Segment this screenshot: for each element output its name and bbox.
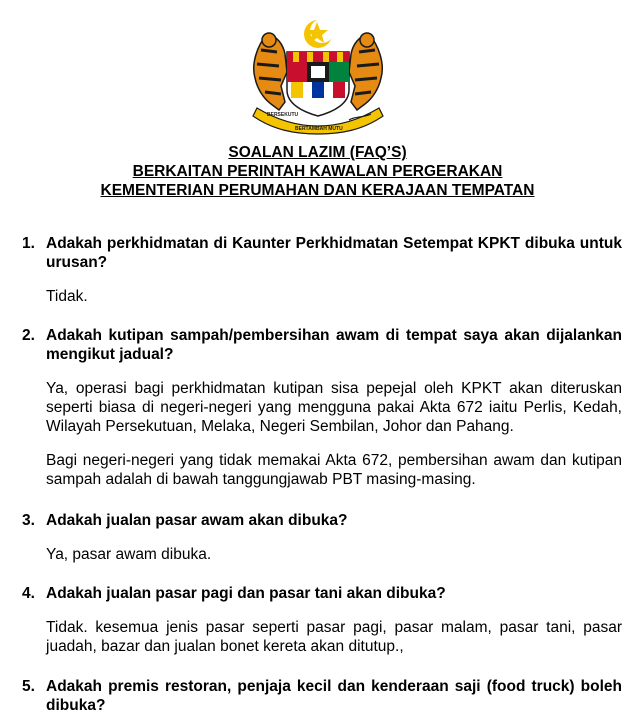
title-line-3: KEMENTERIAN PERUMAHAN DAN KERAJAAN TEMPATAN [100,182,535,199]
faq-question-text: Adakah premis restoran, penjaja kecil dan kenderaan saji (food truck) boleh dibuka? [46,678,622,714]
faq-question-text: Adakah jualan pasar pagi dan pasar tani akan dibuka? [46,585,446,602]
faq-number: 3. [22,512,35,529]
faq-question [22,511,622,530]
faq-number: 4. [22,585,35,602]
faq-answer: Bagi negeri-negeri yang tidak memakai Akta 672, pembersihan awam dan kutipan sampah adalah di bawah tanggungjawab PBT masing-masing. [46,452,622,488]
motto-bottom-text: BERTAMBAH MUTU [295,126,343,132]
faq-answer: Tidak. kesemua jenis pasar seperti pasar pagi, pasar malam, pasar tani, pasar juadah, bazar dan jualan bonet kereta akan ditutup., [46,619,622,655]
faq-item-1 [22,234,622,306]
faq-item-3 [22,511,622,564]
faq-number: 2. [22,327,35,344]
faq-question [22,584,622,603]
faq-question-text: Adakah perkhidmatan di Kaunter Perkhidmatan Setempat KPKT dibuka untuk urusan? [46,235,622,271]
faq-question [22,234,622,272]
faq-question-text: Adakah jualan pasar awam akan dibuka? [46,512,348,529]
faq-item-5 [22,677,622,715]
faq-answer: Tidak. [46,288,88,305]
faq-item-2 [22,326,622,489]
faq-answer: Ya, operasi bagi perkhidmatan kutipan sisa pepejal oleh KPKT akan diteruskan seperti biasa di negeri-negeri yang mengguna pakai Akta 672 iaitu Perlis, Kedah, Wilayah Persekutuan, Melaka, Negeri Sembilan, Johor dan Pahang. [46,380,622,435]
faq-answer: Ya, pasar awam dibuka. [46,546,212,563]
faq-question-text: Adakah kutipan sampah/pembersihan awam di tempat saya akan dijalankan mengikut jadual? [46,327,622,363]
faq-item-4 [22,584,622,656]
title-line-1: SOALAN LAZIM (FAQ’S) [228,144,407,161]
coat-of-arms-logo [237,16,399,138]
faq-question [22,326,622,364]
faq-question [22,677,622,715]
motto-left-text: BERSEKUTU [267,112,299,118]
faq-number: 5. [22,678,35,695]
document-title-block [0,143,635,200]
title-line-2: BERKAITAN PERINTAH KAWALAN PERGERAKAN [132,163,503,180]
faq-number: 1. [22,235,35,252]
